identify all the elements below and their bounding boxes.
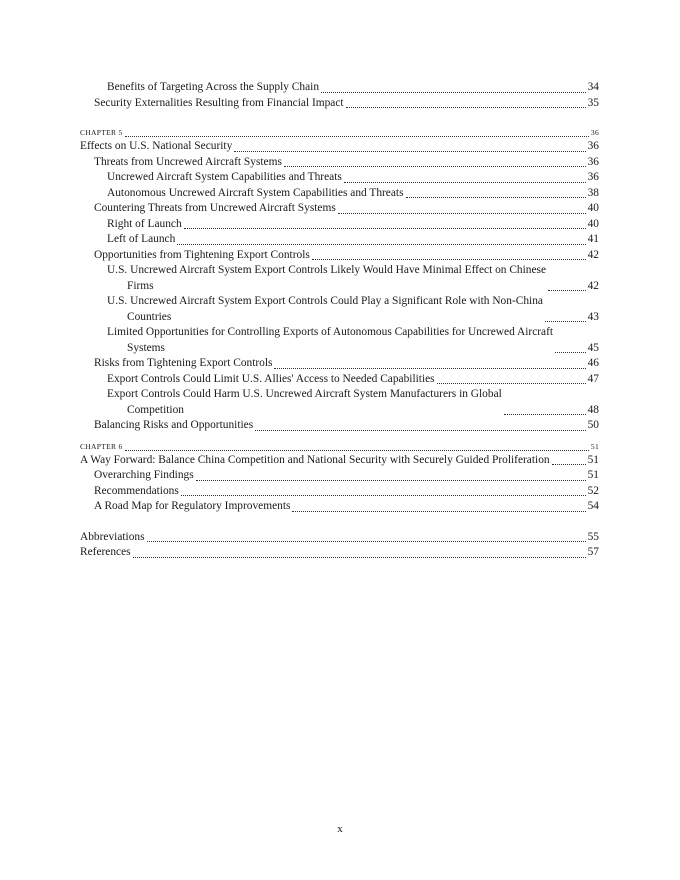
toc-entry-title-line2: Competition (127, 403, 184, 416)
toc-page-number: 36 (590, 128, 599, 137)
toc-entry[interactable] (80, 294, 599, 325)
toc-entry[interactable] (80, 468, 599, 484)
toc-entry[interactable] (80, 186, 599, 202)
toc-entry-title-line1: Export Controls Could Harm U.S. Uncrewed Aircraft System Manufacturers in Global (107, 388, 502, 400)
toc-page-number: 40 (587, 217, 599, 230)
toc-entry-title-line2: Countries (127, 310, 172, 323)
dot-leader (196, 480, 586, 481)
toc-entry-title-line2: Firms (127, 279, 154, 292)
toc-entry-title: Abbreviations (80, 530, 145, 543)
dot-leader (147, 541, 586, 542)
toc-page-number: 46 (587, 357, 599, 369)
toc-entry-title: Effects on U.S. National Security (80, 140, 233, 152)
page-number-footer: x (337, 823, 343, 835)
toc-page-number: 47 (587, 372, 599, 385)
toc-entry[interactable] (80, 232, 599, 248)
toc-entry[interactable] (80, 325, 599, 356)
toc-page-number: 38 (587, 186, 599, 199)
toc-entry[interactable] (80, 499, 599, 515)
dot-leader (125, 450, 589, 451)
toc-entry-title: Risks from Tightening Export Controls (94, 357, 273, 369)
dot-leader (133, 557, 586, 558)
toc-entry-title: References (80, 546, 131, 558)
toc-page-number: 52 (587, 484, 599, 497)
dot-leader (321, 92, 586, 93)
toc-entry-title: Opportunities from Tightening Export Controls (94, 248, 310, 261)
dot-leader (406, 197, 586, 198)
toc-page-number: 35 (587, 96, 599, 109)
toc-entry-title: Autonomous Uncrewed Aircraft System Capabilities and Threats (107, 186, 404, 199)
dot-leader (184, 228, 586, 229)
dot-leader (181, 495, 586, 496)
toc-entry[interactable] (80, 418, 599, 434)
toc-page-number: 40 (587, 202, 599, 214)
toc-chapter-label: CHAPTER 6 (80, 441, 123, 451)
toc-page-number: 45 (587, 341, 599, 354)
toc-entry-title (107, 387, 502, 418)
toc-entry[interactable] (80, 170, 599, 186)
toc-entry-title: Recommendations (94, 484, 179, 497)
dot-leader (548, 290, 586, 291)
toc-page-number: 36 (587, 171, 599, 183)
toc-chapter-heading[interactable] (80, 441, 599, 453)
toc-page-number: 51 (590, 441, 599, 451)
toc-entry-title-line2: Systems (127, 341, 165, 354)
dot-leader (284, 166, 586, 167)
toc-chapter-heading[interactable] (80, 127, 599, 139)
toc-page-number: 55 (587, 530, 599, 543)
toc-entry-title: A Way Forward: Balance China Competition and National Security with Securely Guided Proliferation (80, 453, 550, 466)
toc-page-number: 54 (587, 500, 599, 512)
toc-page-number: 50 (587, 419, 599, 431)
toc-entry[interactable] (80, 453, 599, 469)
toc-entry-title: Export Controls Could Limit U.S. Allies' Access to Needed Capabilities (107, 372, 435, 385)
dot-leader (255, 430, 585, 431)
toc-entry-title-line1: U.S. Uncrewed Aircraft System Export Controls Could Play a Significant Role with Non-China (107, 295, 543, 307)
dot-leader (437, 383, 586, 384)
toc-entry-title: Countering Threats from Uncrewed Aircraft Systems (94, 202, 336, 214)
dot-leader (234, 151, 585, 152)
toc-entry[interactable] (80, 545, 599, 561)
dot-leader (177, 244, 585, 245)
toc-entry[interactable] (80, 356, 599, 372)
toc-entry[interactable] (80, 139, 599, 155)
toc-entry-title: Left of Launch (107, 233, 176, 245)
dot-leader (555, 352, 586, 353)
toc-page-number: 42 (587, 248, 599, 261)
toc-page-number: 43 (587, 310, 599, 323)
toc-entry[interactable] (80, 387, 599, 418)
dot-leader (292, 511, 585, 512)
toc-entry-title: A Road Map for Regulatory Improvements (94, 500, 291, 512)
dot-leader (545, 321, 586, 322)
toc-page-number: 51 (587, 469, 599, 481)
dot-leader (552, 464, 586, 465)
toc-page-number: 36 (587, 155, 599, 168)
toc-entry-title: Security Externalities Resulting from Financial Impact (94, 96, 344, 109)
toc-entry-title-line1: Limited Opportunities for Controlling Exports of Autonomous Capabilities for Uncrewed Aircraft (107, 326, 554, 338)
toc-entry[interactable] (80, 80, 599, 96)
toc-entry[interactable] (80, 96, 599, 112)
toc-page-number: 57 (587, 546, 599, 558)
toc-entry[interactable] (80, 201, 599, 217)
toc-entry[interactable] (80, 372, 599, 388)
toc-entry[interactable] (80, 248, 599, 264)
toc-entry-title-line1: U.S. Uncrewed Aircraft System Export Controls Likely Would Have Minimal Effect on Chinese (107, 264, 547, 276)
toc-page-number: 41 (587, 233, 599, 245)
toc-entry-title (107, 325, 553, 356)
toc-entry-title: Right of Launch (107, 217, 182, 230)
toc-chapter-label: CHAPTER 5 (80, 128, 123, 137)
toc-page-number: 42 (587, 279, 599, 292)
toc-entry[interactable] (80, 263, 599, 294)
table-of-contents (80, 80, 599, 561)
toc-entry[interactable] (80, 484, 599, 500)
toc-entry[interactable] (80, 530, 599, 546)
dot-leader (344, 182, 586, 183)
toc-entry-title: Balancing Risks and Opportunities (94, 419, 254, 431)
toc-entry-title: Overarching Findings (94, 469, 194, 481)
toc-entry-title: Benefits of Targeting Across the Supply Chain (107, 81, 320, 93)
dot-leader (338, 213, 586, 214)
toc-page-number: 48 (587, 403, 599, 416)
toc-entry[interactable] (80, 155, 599, 171)
dot-leader (312, 259, 586, 260)
dot-leader (125, 136, 589, 137)
toc-entry-title: Threats from Uncrewed Aircraft Systems (94, 155, 282, 168)
toc-entry[interactable] (80, 217, 599, 233)
toc-page-number: 51 (587, 453, 599, 466)
dot-leader (274, 368, 585, 369)
toc-page-number: 36 (587, 140, 599, 152)
toc-entry-title (107, 294, 543, 325)
dot-leader (504, 414, 586, 415)
toc-entry-title (107, 263, 546, 294)
toc-page-number: 34 (587, 81, 599, 93)
toc-entry-title: Uncrewed Aircraft System Capabilities and Threats (107, 171, 342, 183)
dot-leader (346, 107, 586, 108)
